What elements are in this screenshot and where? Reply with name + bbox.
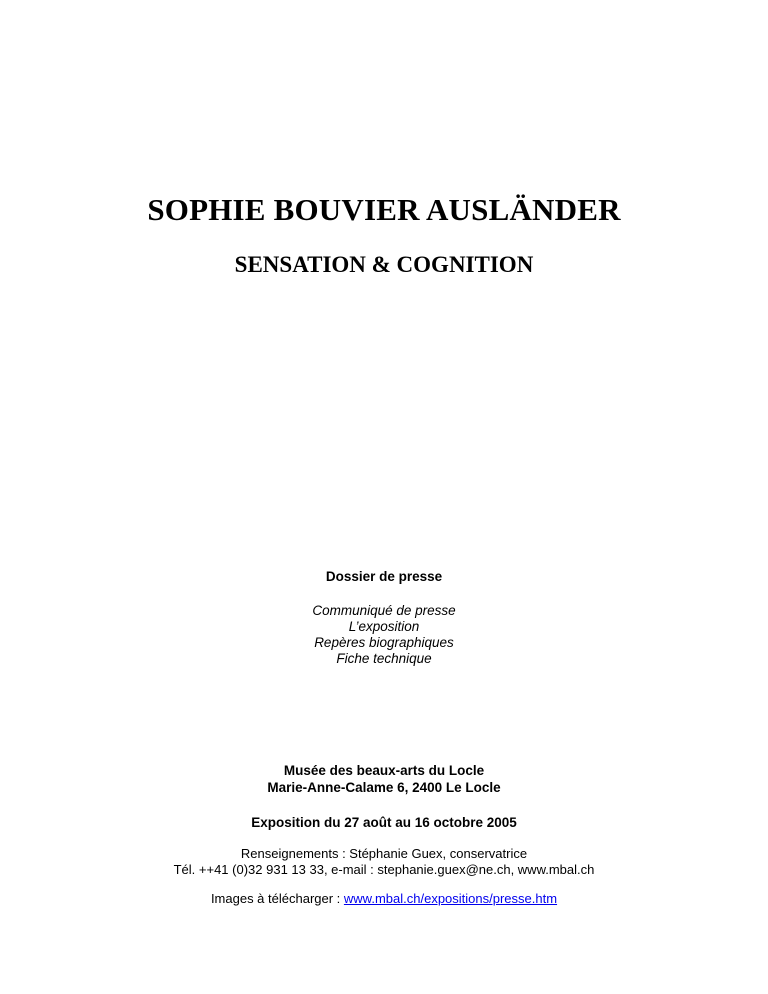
museum-block xyxy=(0,762,768,796)
exhibition-dates: Exposition du 27 août au 16 octobre 2005 xyxy=(251,815,517,830)
dossier-heading: Dossier de presse xyxy=(325,569,443,584)
contents-item-fiche: Fiche technique xyxy=(336,651,432,666)
document-title: SOPHIE BOUVIER AUSLÄNDER xyxy=(147,192,621,227)
contents-item-reperes: Repères biographiques xyxy=(314,635,454,650)
contents-item-communique: Communiqué de presse xyxy=(312,603,456,618)
download-link[interactable]: www.mbal.ch/expositions/presse.htm xyxy=(343,891,558,906)
contents-item-exposition: L’exposition xyxy=(348,619,420,634)
download-label: Images à télécharger : xyxy=(210,891,344,906)
download-line xyxy=(0,891,768,907)
contact-line: Tél. ++41 (0)32 931 13 33, e-mail : stephanie.guex@ne.ch, www.mbal.ch xyxy=(173,862,595,877)
info-line: Renseignements : Stéphanie Guex, conservatrice xyxy=(240,846,528,861)
document-subtitle: SENSATION & COGNITION xyxy=(234,252,534,277)
contents-list xyxy=(0,603,768,667)
museum-name: Musée des beaux-arts du Locle xyxy=(283,763,485,778)
museum-address: Marie-Anne-Calame 6, 2400 Le Locle xyxy=(267,780,501,795)
info-block xyxy=(0,846,768,878)
